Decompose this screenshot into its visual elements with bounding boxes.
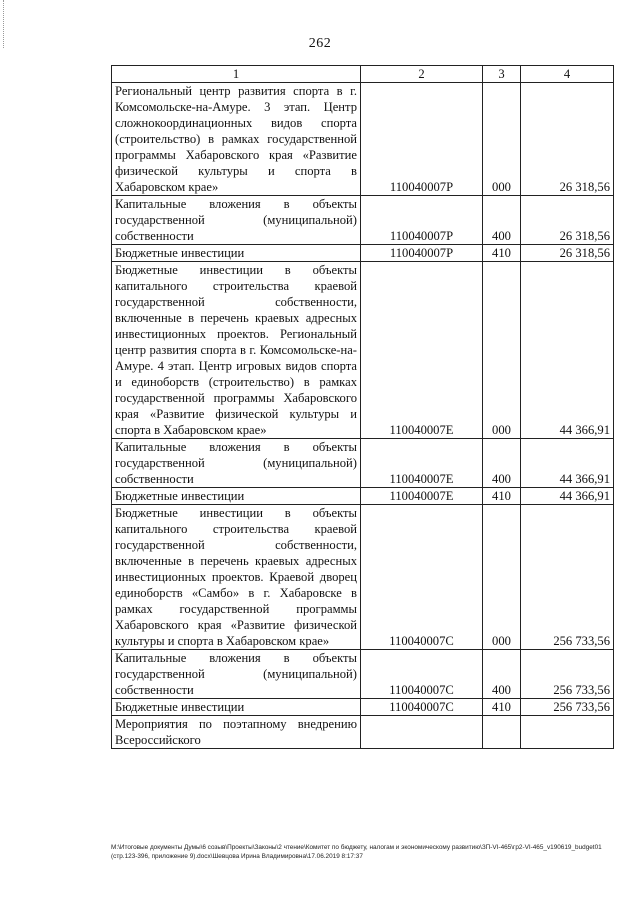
header-col-4: 4 — [521, 66, 614, 83]
row-vr-cell: 410 — [483, 488, 521, 505]
row-code-cell: 110040007С — [361, 650, 483, 699]
row-sum-cell: 26 318,56 — [521, 245, 614, 262]
header-col-1: 1 — [112, 66, 361, 83]
row-vr-cell: 400 — [483, 650, 521, 699]
page-number: 262 — [308, 36, 332, 51]
table-row — [112, 439, 614, 488]
row-name-cell: Региональный центр развития спорта в г. Комсомольске-на-Амуре. 3 этап. Центр сложнокоординационных видов спорта (строительство) в рамках государственной программы Хабаровского края «Развитие физической культуры и спорта в Хабаровском крае» — [112, 83, 361, 196]
table-row — [112, 83, 614, 196]
row-sum-cell: 26 318,56 — [521, 196, 614, 245]
row-vr-cell — [483, 716, 521, 749]
table-row — [112, 505, 614, 650]
row-vr-cell: 410 — [483, 699, 521, 716]
row-vr-cell: 000 — [483, 262, 521, 439]
table-row — [112, 196, 614, 245]
document-path-footer: М:\Итоговые документы Думы\6 созыв\Проекты\Законы\2 чтение\Комитет по бюджету, налогам и экономическому развитию\ЗП-VI-465\гр2-VI-465_v190619_budget01 (стр.123-396, приложение 9).docx\Шевцова Ирина Владимировна\17.06.2019 8:17:37 — [111, 844, 602, 860]
row-name-cell: Бюджетные инвестиции в объекты капитального строительства краевой государственной собственности, включенные в перечень краевых адресных инвестиционных проектов. Краевой дворец единоборств «Самбо» в г. Хабаровске в рамках государственной программы Хабаровского края «Развитие физической культуры и спорта в Хабаровском крае» — [112, 505, 361, 650]
row-vr-cell: 400 — [483, 439, 521, 488]
table-row — [112, 245, 614, 262]
header-col-2: 2 — [361, 66, 483, 83]
row-sum-cell — [521, 716, 614, 749]
row-sum-cell: 44 366,91 — [521, 262, 614, 439]
row-code-cell: 110040007С — [361, 699, 483, 716]
row-name-cell: Капитальные вложения в объекты государственной (муниципальной) собственности — [112, 650, 361, 699]
table-row — [112, 488, 614, 505]
row-name-cell: Мероприятия по поэтапному внедрению Всероссийского — [112, 716, 361, 749]
row-name-cell: Бюджетные инвестиции — [112, 488, 361, 505]
row-sum-cell: 44 366,91 — [521, 439, 614, 488]
table-row — [112, 716, 614, 749]
row-vr-cell: 000 — [483, 83, 521, 196]
row-vr-cell: 000 — [483, 505, 521, 650]
row-sum-cell: 256 733,56 — [521, 650, 614, 699]
row-code-cell: 110040007Р — [361, 83, 483, 196]
table-row — [112, 650, 614, 699]
row-sum-cell: 256 733,56 — [521, 699, 614, 716]
row-vr-cell: 410 — [483, 245, 521, 262]
header-col-3: 3 — [483, 66, 521, 83]
row-name-cell: Бюджетные инвестиции — [112, 245, 361, 262]
row-name-cell: Бюджетные инвестиции в объекты капитального строительства краевой государственной собственности, включенные в перечень краевых адресных инвестиционных проектов. Региональный центр развития спорта в г. Комсомольске-на-Амуре. 4 этап. Центр игровых видов спорта и единоборств (строительство) в рамках государственной программы Хабаровского края «Развитие физической культуры и спорта в Хабаровском крае» — [112, 262, 361, 439]
row-code-cell: 110040007Е — [361, 262, 483, 439]
row-sum-cell: 256 733,56 — [521, 505, 614, 650]
row-code-cell: 110040007Е — [361, 488, 483, 505]
row-code-cell: 110040007С — [361, 505, 483, 650]
row-name-cell: Бюджетные инвестиции — [112, 699, 361, 716]
budget-table — [111, 65, 614, 749]
row-code-cell — [361, 716, 483, 749]
table-row — [112, 699, 614, 716]
table-header-row — [112, 66, 614, 83]
row-vr-cell: 400 — [483, 196, 521, 245]
row-sum-cell: 26 318,56 — [521, 83, 614, 196]
row-code-cell: 110040007Е — [361, 439, 483, 488]
row-name-cell: Капитальные вложения в объекты государственной (муниципальной) собственности — [112, 439, 361, 488]
row-code-cell: 110040007Р — [361, 196, 483, 245]
row-code-cell: 110040007Р — [361, 245, 483, 262]
table-row — [112, 262, 614, 439]
row-name-cell: Капитальные вложения в объекты государственной (муниципальной) собственности — [112, 196, 361, 245]
row-sum-cell: 44 366,91 — [521, 488, 614, 505]
